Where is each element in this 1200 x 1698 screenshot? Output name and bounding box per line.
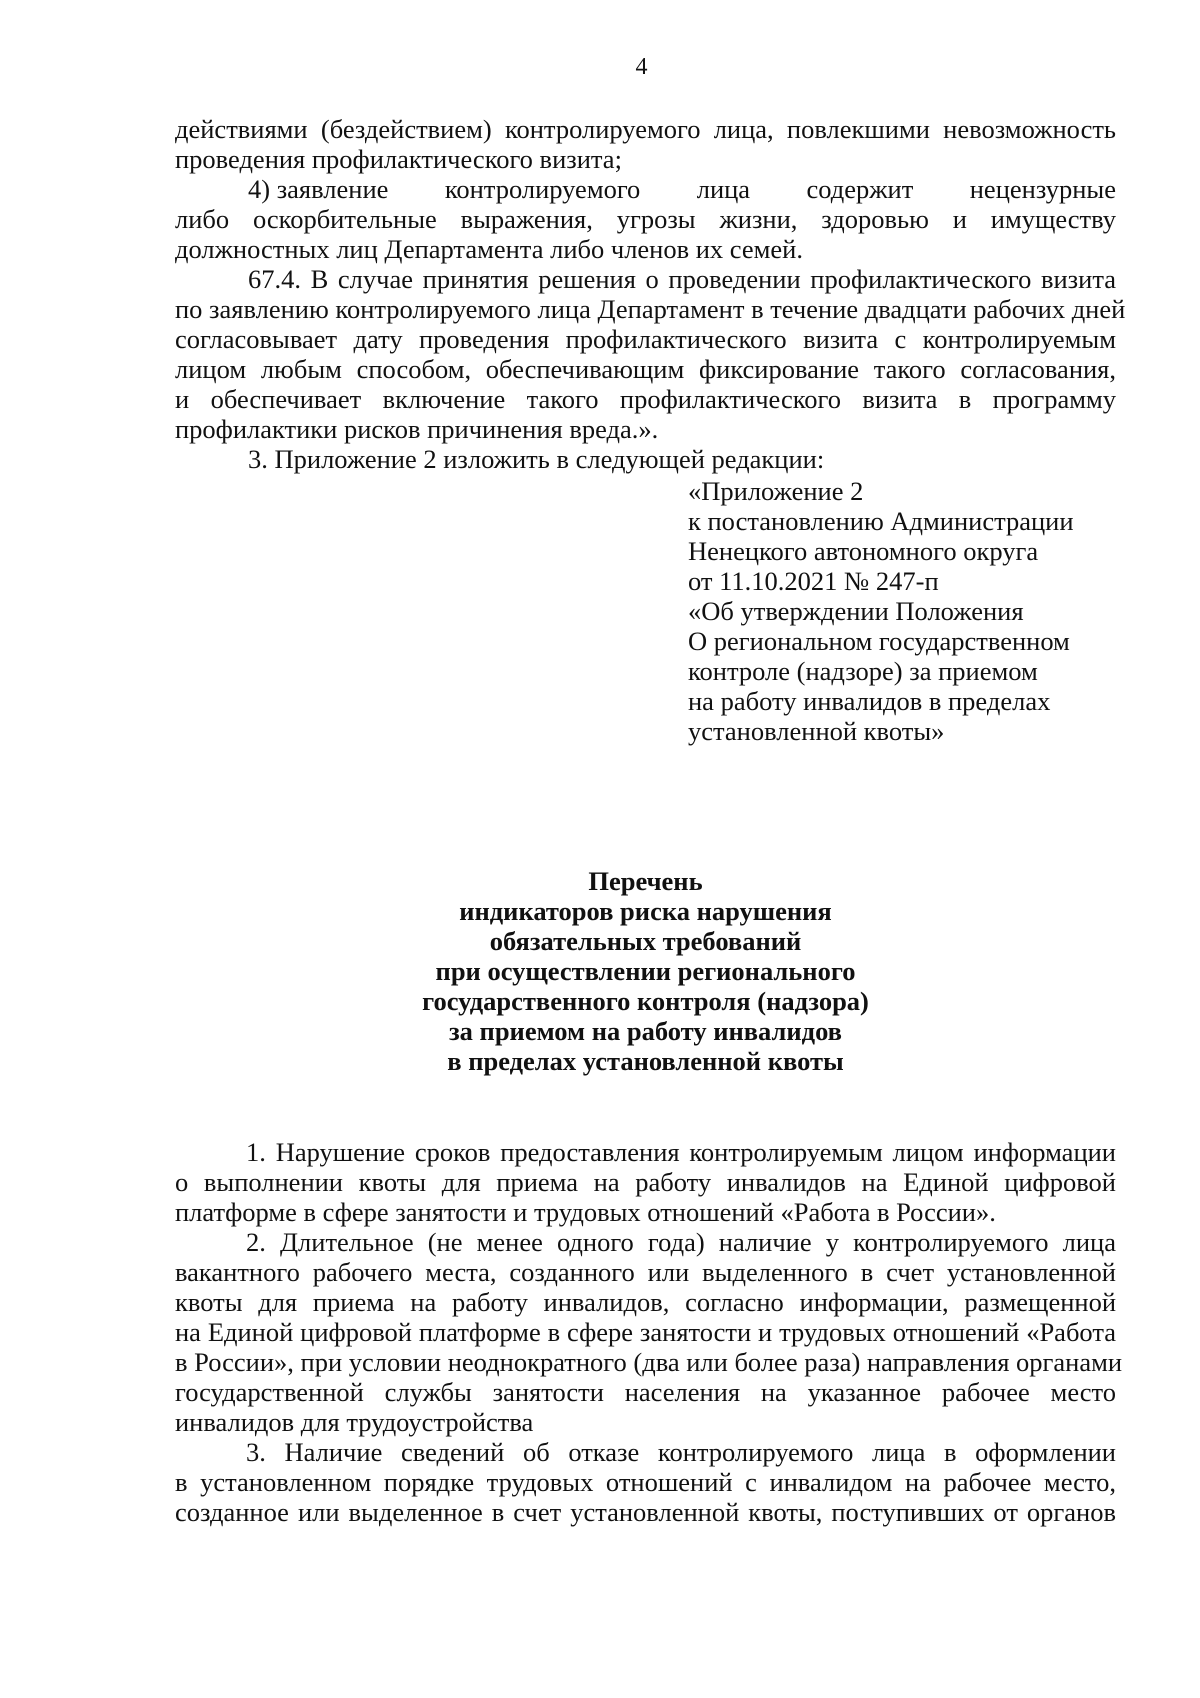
text-line: вакантного рабочего места, созданного или выделенного в счет установленной	[175, 1257, 1116, 1287]
indicator-2-first-line: 2. Длительное (не менее одного года) наличие у контролируемого лица	[246, 1227, 1116, 1257]
text-line: в России», при условии неоднократного (два или более раза) направления органами	[175, 1347, 1123, 1377]
item-4-first-line	[175, 174, 1116, 204]
text-line: должностных лиц Департамента либо членов их семей.	[175, 234, 803, 264]
item-3-intro: 3. Приложение 2 изложить в следующей редакции:	[248, 444, 825, 474]
appendix-line: О региональном государственном	[688, 626, 1070, 656]
text-line: на Единой цифровой платформе в сфере занятости и трудовых отношений «Работа	[175, 1317, 1116, 1347]
title-line: в пределах установленной квоты	[447, 1046, 844, 1076]
page-number: 4	[635, 54, 648, 80]
text-line: проведения профилактического визита;	[175, 144, 622, 174]
text-line: созданное или выделенное в счет установленной квоты, поступивших от органов	[175, 1497, 1116, 1527]
appendix-line: «Приложение 2	[688, 476, 864, 506]
item-4-word: контролируемого	[444, 174, 641, 204]
appendix-line: «Об утверждении Положения	[688, 596, 1024, 626]
item-4-word: нецензурные	[969, 174, 1116, 204]
appendix-line: от 11.10.2021 № 247-п	[688, 566, 939, 596]
text-line: инвалидов для трудоустройства	[175, 1407, 534, 1437]
indicators-list	[175, 1137, 1123, 1527]
appendix-line: к постановлению Администрации	[688, 506, 1074, 536]
appendix-header	[688, 476, 1128, 746]
item-4-word: 4) заявление	[248, 174, 389, 204]
indicator-1-first-line: 1. Нарушение сроков предоставления контролируемым лицом информации	[246, 1137, 1116, 1167]
appendix-line: установленной квоты»	[688, 716, 945, 746]
title-line: за приемом на работу инвалидов	[449, 1016, 842, 1046]
text-line: о выполнении квоты для приема на работу инвалидов на Единой цифровой	[175, 1167, 1116, 1197]
text-line: лицом любым способом, обеспечивающим фиксирование такого согласования,	[175, 354, 1116, 384]
text-line: квоты для приема на работу инвалидов, согласно информации, размещенной	[175, 1287, 1116, 1317]
title-line: обязательных требований	[489, 926, 802, 956]
text-line: действиями (бездействием) контролируемого лица, повлекшими невозможность	[175, 114, 1116, 144]
title-line: при осуществлении регионального	[435, 956, 856, 986]
text-line: и обеспечивает включение такого профилактического визита в программу	[175, 384, 1116, 414]
top-text-block	[175, 114, 1126, 474]
indicator-3-first-line: 3. Наличие сведений об отказе контролируемого лица в оформлении	[246, 1437, 1116, 1467]
text-line: согласовывает дату проведения профилактического визита с контролируемым	[175, 324, 1116, 354]
paragraph-67-4-first-line: 67.4. В случае принятия решения о проведении профилактического визита	[248, 264, 1116, 294]
title-line: Перечень	[588, 866, 703, 896]
text-line: платформе в сфере занятости и трудовых отношений «Работа в России».	[175, 1197, 996, 1227]
title-line: государственного контроля (надзора)	[422, 986, 869, 1016]
text-line: в установленном порядке трудовых отношений с инвалидом на рабочее место,	[175, 1467, 1116, 1497]
item-4-word: содержит	[806, 174, 914, 204]
text-line: либо оскорбительные выражения, угрозы жизни, здоровью и имуществу	[175, 204, 1116, 234]
appendix-line: Ненецкого автономного округа	[688, 536, 1039, 566]
text-line: по заявлению контролируемого лица Департамент в течение двадцати рабочих дней	[175, 294, 1126, 324]
title-line: индикаторов риска нарушения	[459, 896, 832, 926]
appendix-line: на работу инвалидов в пределах	[688, 686, 1051, 716]
appendix-line: контроле (надзоре) за приемом	[688, 656, 1038, 686]
text-line: профилактики рисков причинения вреда.».	[175, 414, 659, 444]
text-line: государственной службы занятости населения на указанное рабочее место	[175, 1377, 1116, 1407]
document-title	[175, 866, 1116, 1076]
item-4-word: лица	[696, 174, 751, 204]
